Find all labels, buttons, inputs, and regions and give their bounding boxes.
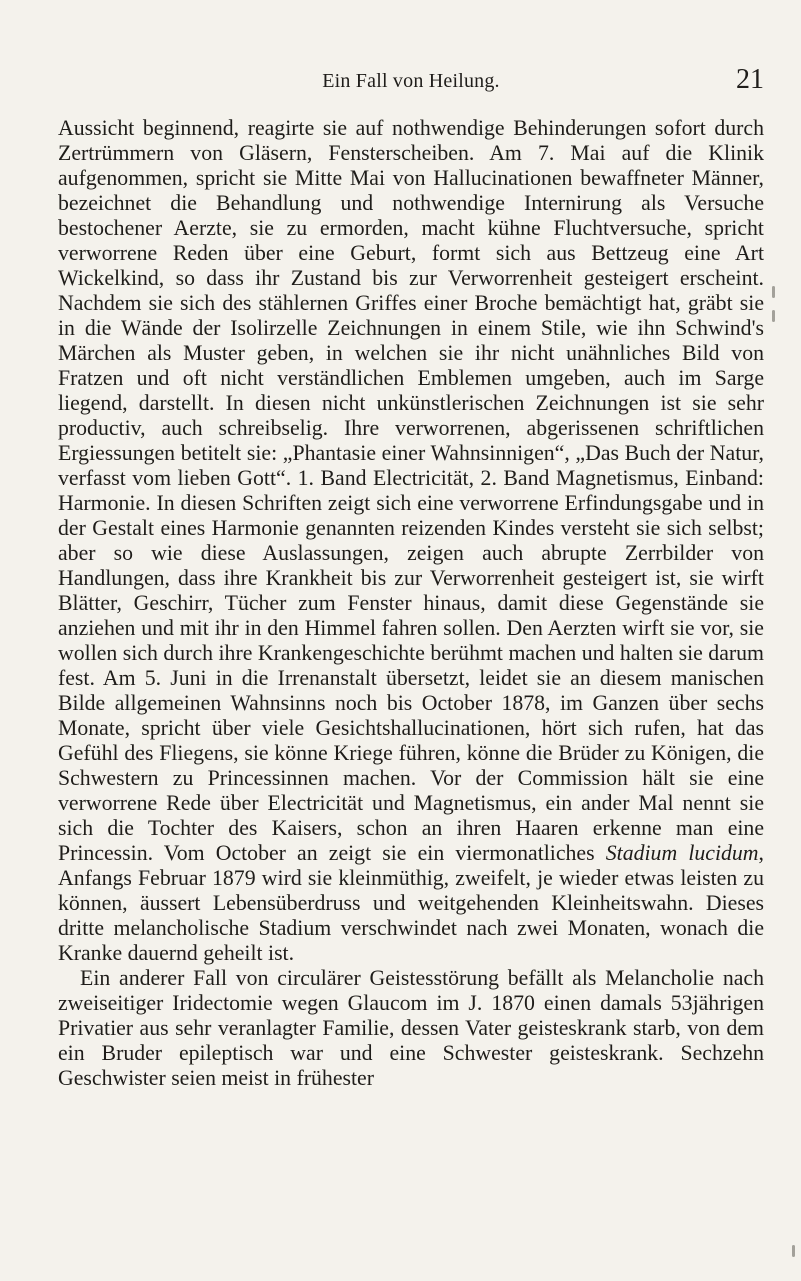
margin-speck (772, 286, 775, 298)
page-header (58, 66, 764, 100)
paragraph-1-text: Aussicht beginnend, reagirte sie auf nothwendige Behinderungen sofort durch Zertrümmern von Gläsern, Fensterscheiben. Am 7. Mai auf die Klinik aufgenommen, spricht sie Mitte Mai von Hallucinationen bewaffneter Männer, bezeichnet die Behandlung und nothwendige Internirung als Versuche bestochener Aerzte, sie zu ermorden, macht kühne Fluchtversuche, spricht verworrene Reden über eine Geburt, formt sich aus Bettzeug eine Art Wickelkind, so dass ihr Zustand bis zur Verworrenheit gesteigert erscheint. Nachdem sie sich des stählernen Griffes einer Broche bemächtigt hat, gräbt sie in die Wände der Isolirzelle Zeichnungen in einem Stile, wie ihn Schwind's Märchen als Muster geben, in welchen sie ihr nicht unähnliches Bild von Fratzen und oft nicht verständlichen Emblemen umgeben, auch im Sarge liegend, darstellt. In diesen nicht unkünstlerischen Zeichnungen ist sie sehr productiv, auch schreibselig. Ihre verworrenen, abgerissenen schriftlichen Ergiessungen betitelt sie: „Phantasie einer Wahnsinnigen“, „Das Buch der Natur, verfasst vom lieben Gott“. 1. Band Electricität, 2. Band Magnetismus, Einband: Harmonie. In diesen Schriften zeigt sich eine verworrene Erfindungsgabe und in der Gestalt eines Harmonie genannten reizenden Kindes versteht sie sich selbst; aber so wie diese Auslassungen, zeigen auch abrupte Zerrbilder von Handlungen, dass ihre Krankheit bis zur Verworrenheit gesteigert ist, sie wirft Blätter, Geschirr, Tücher zum Fenster hinaus, damit diese Gegenstände sie anziehen und mit ihr in den Himmel fahren sollen. Den Aerzten wirft sie vor, sie wollen sich durch ihre Krankengeschichte berühmt machen und halten sie darum fest. Am 5. Juni in die Irrenanstalt übersetzt, leidet sie an diesem manischen Bilde allgemeinen Wahnsinns noch bis October 1878, im Ganzen über sechs Monate, spricht über viele Gesichtshallucinationen, hört sich rufen, hat das Gefühl des Fliegens, sie könne Kriege führen, könne die Brüder zu Königen, die Schwestern zu Princessinnen machen. Vor der Commission hält sie eine verworrene Rede über Electricität und Magnetismus, ein ander Mal nennt sie sich die Tochter des Kaisers, schon an ihren Haaren erkenne man eine Princessin. Vom October an zeigt sie ein viermonatliches (58, 116, 764, 865)
italic-term: Stadium lucidum (605, 841, 759, 865)
paragraph-2-text: Ein anderer Fall von circulärer Geistesstörung befällt als Melancholie nach zweiseitiger Iridectomie wegen Glaucom im J. 1870 einen damals 53jährigen Privatier aus sehr veranlagter Familie, dessen Vater geisteskrank starb, von dem ein Bruder epileptisch war und eine Schwester geisteskrank. Sechzehn Geschwister seien meist in frühester (58, 966, 764, 1090)
paragraph-1 (58, 116, 764, 966)
margin-speck (792, 1245, 795, 1257)
page-number: 21 (736, 64, 764, 95)
margin-speck (772, 310, 775, 322)
body-text (58, 116, 764, 1091)
running-head: Ein Fall von Heilung. (322, 70, 500, 92)
paragraph-1-continuation: , Anfangs Februar 1879 wird sie kleinmüthig, zweifelt, je wieder etwas leisten zu können, äussert Lebensüberdruss und weitgehenden Kleinheitswahn. Dieses dritte melancholische Stadium verschwindet nach zwei Monaten, wonach die Kranke dauernd geheilt ist. (58, 841, 764, 965)
paragraph-2 (58, 966, 764, 1091)
